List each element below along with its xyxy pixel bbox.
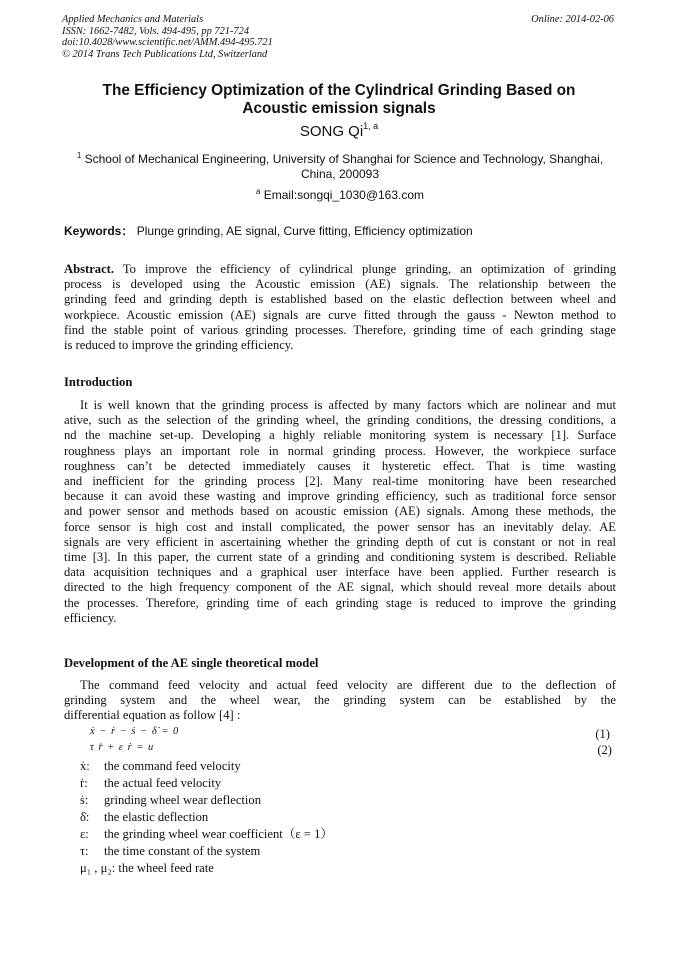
introduction-body [64, 398, 616, 626]
affiliation [64, 152, 616, 182]
definition-symbol: ẋ: [80, 759, 90, 773]
intro-line: roughness can’t be detected immediately causes it hysteretic effect. That is time wasting [64, 458, 616, 473]
paper-title [60, 82, 618, 118]
equation-1: ẋ − ṙ − ṡ − δ̇ = 0 [90, 726, 180, 737]
abstract-line: workpiece. Acoustic emission (AE) signals are curve fitted through the gauss - Newton method to [64, 307, 616, 322]
journal-header [62, 14, 273, 60]
definition-text: the time constant of the system [104, 844, 261, 858]
title-line-1: The Efficiency Optimization of the Cylindrical Grinding Based on [102, 82, 576, 99]
dev-line: differential equation as follow [4] : [64, 708, 241, 723]
intro-line: and power sensor and methods based on acoustic emission (AE) signals. Among these methods, the [64, 504, 616, 519]
intro-line: signals are very efficient in ascertaining whether the grinding depth of cut is constant or not in real [64, 534, 616, 549]
journal-issn: ISSN: 1662-7482, Vols. 494-495, pp 721-724 [62, 25, 250, 37]
definition-row [80, 809, 333, 826]
symbol-definitions [80, 758, 333, 877]
intro-line: ative, such as the selection of the grinding wheel, the grinding conditions, the dressing conditions, a [64, 413, 616, 428]
intro-line: force sensor is high cost and install complicated, the power sensor has an inevitably delay. AE [64, 519, 616, 534]
dev-line: The command feed velocity and actual feed velocity are different due to the deflection of [80, 678, 616, 692]
abstract [64, 262, 616, 353]
email-sup: a [255, 187, 261, 196]
definition-symbol: τ: [80, 844, 89, 858]
development-heading: Development of the AE single theoretical model [64, 656, 319, 670]
definition-symbol: μ₁ , μ₂: [80, 861, 116, 875]
journal-name: Applied Mechanics and Materials [62, 14, 204, 25]
definition-symbol: ε: [80, 827, 89, 841]
intro-line: and inefficient for the grinding process [2]. Many real-time monitoring have been researched [64, 474, 616, 489]
definition-text: the grinding wheel wear coefficient（ε = 1） [104, 827, 333, 841]
definition-text: the command feed velocity [104, 759, 241, 773]
introduction-heading: Introduction [64, 375, 133, 389]
definition-text: the actual feed velocity [104, 776, 222, 790]
dev-line: grinding system and the wheel wear, the grinding system can be established by the [64, 693, 616, 708]
definition-symbol: ṙ: [80, 776, 88, 790]
intro-line: the processes. Therefore, grinding time of each grinding stage is reduced to improve the grinding [64, 595, 616, 610]
definition-row [80, 826, 333, 843]
keywords [64, 224, 616, 239]
intro-line: efficiency. [64, 610, 117, 625]
keywords-label: Keywords [64, 224, 122, 238]
intro-line: roughness plays an important role in normal grinding process. However, the workpiece surface [64, 443, 616, 458]
definition-symbol: δ̇: [80, 810, 90, 824]
affiliation-line-1: School of Mechanical Engineering, University of Shanghai for Science and Technology, Shanghai, [84, 152, 604, 166]
keywords-text: Plunge grinding, AE signal, Curve fitting, Efficiency optimization [136, 224, 473, 238]
development-body [64, 678, 616, 724]
abstract-label: Abstract. [64, 262, 115, 276]
abstract-line: To improve the efficiency of cylindrical plunge grinding, an optimization of grinding [114, 262, 616, 276]
online-date: Online: 2014-02-06 [531, 14, 614, 25]
definition-row [80, 843, 333, 860]
equation-2: τ r̈ + ε ṙ = u [90, 742, 155, 753]
abstract-line: process is developed using the Acoustic emission (AE) signals. The relationship between the [64, 277, 616, 292]
intro-line: directed to the high frequency component of the AE signal, which should reveal more details about [64, 580, 616, 595]
abstract-line: is reduced to improve the grinding efficiency. [64, 338, 294, 353]
email-address: Email:songqi_1030@163.com [263, 188, 425, 202]
definition-row [80, 792, 333, 809]
definition-row [80, 758, 333, 775]
author-sup: 1, a [363, 121, 379, 131]
definition-text: grinding wheel wear deflection [104, 793, 262, 807]
author [60, 123, 618, 141]
intro-line: data acquisition techniques and a graphical user interface have been applied. Further research is [64, 565, 616, 580]
affiliation-sup: 1 [76, 151, 82, 160]
author-name: SONG Qi [299, 123, 364, 140]
definition-row [80, 860, 333, 877]
equation-1-number: (1) [595, 727, 610, 741]
abstract-line: find the stable point of various grinding processes. Therefore, grinding time of each grinding stage [64, 322, 616, 337]
affiliation-line-2: China, 200093 [300, 167, 380, 181]
keywords-colon: ： [121, 224, 134, 238]
intro-line: time [3]. In this paper, the current state of a grinding and conditioning system is described. Reliable [64, 550, 616, 565]
email [64, 188, 616, 203]
definition-row [80, 775, 333, 792]
definition-text: the elastic deflection [104, 810, 209, 824]
definition-text: the wheel feed rate [118, 861, 214, 875]
definition-symbol: ṡ: [80, 793, 89, 807]
abstract-line: grinding feed and grinding depth is established based on the elastic deflection between wheel and [64, 292, 616, 307]
journal-doi: doi:10.4028/www.scientific.net/AMM.494-495.721 [62, 37, 273, 48]
journal-copyright: © 2014 Trans Tech Publications Ltd, Switzerland [62, 48, 268, 60]
intro-line: nd the machine set-up. Developing a highly reliable monitoring system is necessary [1]. Surface [64, 428, 616, 443]
intro-line: because it can avoid these wasting and improve grinding efficiency, such as traditional force sensor [64, 489, 616, 504]
title-line-2: Acoustic emission signals [242, 100, 436, 117]
intro-line: It is well known that the grinding process is affected by many factors which are nolinear and mut [80, 398, 616, 412]
equation-2-number: (2) [597, 743, 612, 757]
